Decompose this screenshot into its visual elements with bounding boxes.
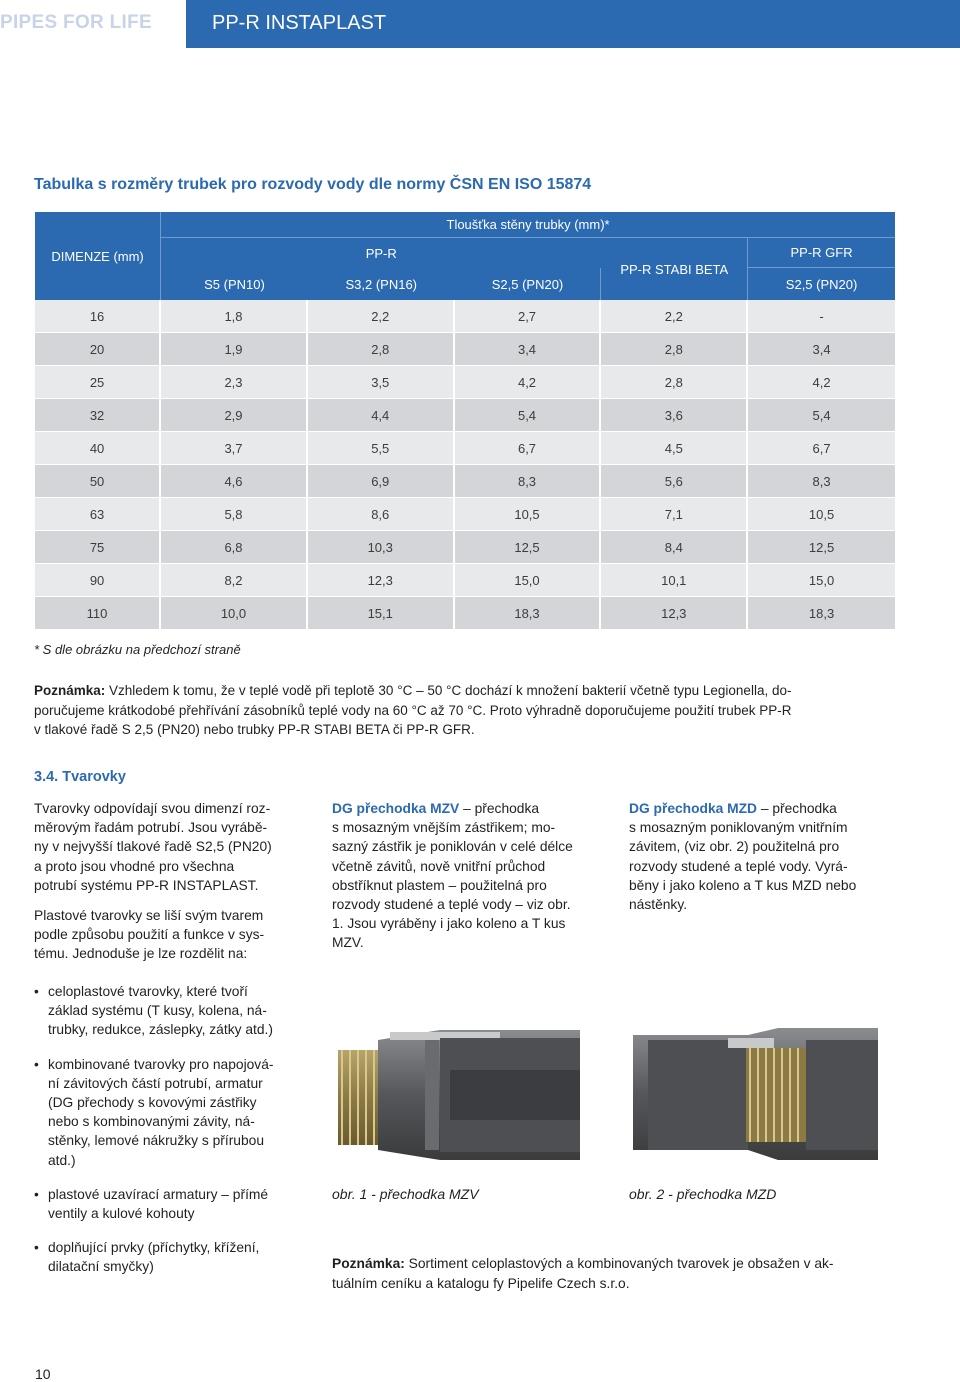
dimension-cell: 40: [35, 432, 161, 465]
thickness-cell: 1,9: [161, 333, 308, 366]
table-row: [35, 432, 895, 465]
thickness-cell: 5,5: [308, 432, 455, 465]
table-row: [35, 597, 895, 630]
page-header: [0, 0, 960, 48]
sub-header-s5: S5 (PN10): [161, 268, 308, 300]
thickness-cell: 3,7: [161, 432, 308, 465]
header-title: PP-R INSTAPLAST: [186, 0, 960, 48]
stabi-beta-header: PP-R STABI BETA: [601, 238, 748, 300]
thickness-cell: 2,2: [308, 300, 455, 333]
intro-paragraph: Plastové tvarovky se liší svým tvarem podle způsobu použití a funkce v sys- tému. Jednoduše je lze rozdělit na:: [34, 908, 265, 962]
list-item: • celoplastové tvarovky, které tvoří základ systému (T kusy, kolena, ná- trubky, redukce, záslepky, zátky atd.): [34, 982, 314, 1040]
thickness-cell: 18,3: [748, 597, 895, 630]
thickness-cell: 3,4: [455, 333, 602, 366]
note-text-line: Vzhledem k tomu, že v teplé vodě při teplotě 30 °C – 50 °C dochází k množení bakterií včetně typu Legionella, do-: [105, 683, 792, 698]
dimension-cell: 75: [35, 531, 161, 564]
thickness-cell: 12,3: [601, 597, 748, 630]
dimension-cell: 16: [35, 300, 161, 333]
figure-1-caption: obr. 1 - přechodka MZV: [332, 1186, 479, 1202]
thickness-cell: 5,4: [455, 399, 602, 432]
list-item: • plastové uzavírací armatury – přímé ventily a kulové kohouty: [34, 1185, 314, 1223]
gfr-header: PP-R GFR: [748, 238, 895, 268]
thickness-cell: 4,2: [455, 366, 602, 399]
dimension-cell: 20: [35, 333, 161, 366]
intro-column: [34, 799, 296, 975]
list-item: • doplňující prvky (příchytky, křížení, dilatační smyčky): [34, 1238, 314, 1276]
thickness-cell: 18,3: [455, 597, 602, 630]
thickness-cell: 5,8: [161, 498, 308, 531]
thickness-cell: 5,6: [601, 465, 748, 498]
sub-header-s25: S2,5 (PN20): [455, 268, 602, 300]
table-row: [35, 498, 895, 531]
note-legionella: [34, 681, 894, 740]
table-footnote: * S dle obrázku na předchozí straně: [34, 642, 241, 657]
thickness-cell: 8,3: [455, 465, 602, 498]
thickness-cell: 12,5: [455, 531, 602, 564]
thickness-cell: 3,5: [308, 366, 455, 399]
wall-thickness-header: Tloušťka stěny trubky (mm)*: [161, 212, 895, 238]
thickness-cell: 4,4: [308, 399, 455, 432]
thickness-cell: -: [748, 300, 895, 333]
table-row: [35, 531, 895, 564]
thickness-cell: 2,7: [455, 300, 602, 333]
note-label: Poznámka:: [34, 683, 106, 698]
dimension-header: DIMENZE (mm): [35, 212, 161, 300]
section-title: 3.4. Tvarovky: [34, 769, 126, 785]
intro-paragraph: Tvarovky odpovídají svou dimenzí roz- měrovým řadám potrubí. Jsou vyrábě- ny v nejvyšší tlakové řadě S2,5 (PN20) a proto jsou vhodné pro všechna potrubí systému PP-R INSTAPLAST.: [34, 801, 272, 893]
dimension-cell: 63: [35, 498, 161, 531]
dimension-cell: 25: [35, 366, 161, 399]
table-row: [35, 366, 895, 399]
thickness-cell: 4,6: [161, 465, 308, 498]
thickness-cell: 10,5: [455, 498, 602, 531]
thickness-cell: 2,8: [601, 366, 748, 399]
table-row: [35, 399, 895, 432]
table-title: Tabulka s rozměry trubek pro rozvody vody dle normy ČSN EN ISO 15874: [34, 176, 592, 193]
note-text-line: poručujeme krátkodobé přehřívání zásobníků teplé vody na 60 °C až 70 °C. Proto výhradně doporučujeme použití trubek PP-R: [34, 702, 792, 718]
mzv-adapter-illustration: [330, 1010, 585, 1175]
thickness-cell: 2,2: [601, 300, 748, 333]
thickness-cell: 2,8: [601, 333, 748, 366]
figure-2-caption: obr. 2 - přechodka MZD: [629, 1186, 777, 1202]
thickness-cell: 10,3: [308, 531, 455, 564]
thickness-cell: 6,8: [161, 531, 308, 564]
dimension-cell: 90: [35, 564, 161, 597]
dimension-cell: 32: [35, 399, 161, 432]
thickness-cell: 8,2: [161, 564, 308, 597]
thickness-cell: 3,4: [748, 333, 895, 366]
thickness-cell: 4,2: [748, 366, 895, 399]
thickness-cell: 2,9: [161, 399, 308, 432]
thickness-cell: 5,4: [748, 399, 895, 432]
mzd-description: DG přechodka MZD – přechodka s mosazným poniklovaným vnitřním závitem, (viz obr. 2) použitelná pro rozvody studené a teplé vody. Vyrá- běny i jako koleno a T kus MZD nebo nástěnky.: [629, 801, 857, 913]
brand-label: PIPES FOR LIFE: [0, 0, 183, 48]
thickness-cell: 8,4: [601, 531, 748, 564]
sub-header-s32: S3,2 (PN16): [308, 268, 455, 300]
mzv-description: DG přechodka MZV – přechodka s mosazným vnějším zástřikem; mo- sazný zástřik je poniklován v celé délce včetně závitů, nově vnitřní průchod obstříknut plastem – použitelná pro rozvody studené a teplé vody – viz obr. 1. Jsou vyráběny i jako koleno a T kus MZV.: [332, 801, 573, 951]
thickness-cell: 6,7: [455, 432, 602, 465]
thickness-cell: 1,8: [161, 300, 308, 333]
mzd-title: DG přechodka MZD: [629, 801, 758, 816]
table-row: [35, 333, 895, 366]
thickness-cell: 8,3: [748, 465, 895, 498]
thickness-cell: 10,1: [601, 564, 748, 597]
sub-header-gfr: S2,5 (PN20): [748, 268, 895, 300]
thickness-cell: 2,8: [308, 333, 455, 366]
dimension-cell: 110: [35, 597, 161, 630]
note-label: Poznámka:: [332, 1256, 405, 1271]
thickness-cell: 10,5: [748, 498, 895, 531]
dimension-cell: 50: [35, 465, 161, 498]
mzv-title: DG přechodka MZV: [332, 801, 460, 816]
thickness-cell: 3,6: [601, 399, 748, 432]
page-number: 10: [35, 1366, 51, 1382]
note-text-line: v tlakové řadě S 2,5 (PN20) nebo trubky PP-R STABI BETA či PP-R GFR.: [34, 722, 475, 737]
note-assortment: Poznámka: Sortiment celoplastových a kombinovaných tvarovek je obsažen v ak- tuálním ceníku a katalogu fy Pipelife Czech s.r.o.: [332, 1256, 834, 1291]
thickness-cell: 8,6: [308, 498, 455, 531]
thickness-cell: 2,3: [161, 366, 308, 399]
thickness-cell: 12,3: [308, 564, 455, 597]
thickness-cell: 12,5: [748, 531, 895, 564]
thickness-cell: 10,0: [161, 597, 308, 630]
thickness-cell: 6,7: [748, 432, 895, 465]
table-row: [35, 564, 895, 597]
table-row: [35, 300, 895, 333]
thickness-cell: 15,0: [455, 564, 602, 597]
thickness-cell: 7,1: [601, 498, 748, 531]
ppr-header: PP-R: [161, 238, 601, 268]
thickness-cell: 6,9: [308, 465, 455, 498]
table-row: [35, 465, 895, 498]
fitting-types-list: [34, 982, 314, 1292]
thickness-cell: 15,0: [748, 564, 895, 597]
thickness-cell: 4,5: [601, 432, 748, 465]
thickness-cell: 15,1: [308, 597, 455, 630]
mzd-adapter-illustration: [628, 1010, 883, 1175]
pipe-dimensions-table: [35, 212, 895, 630]
list-item: • kombinované tvarovky pro napojová- ní závitových částí potrubí, armatur (DG přechody s kovovými zástřiky nebo s kombinovanými závity, ná- stěnky, lemové nákružky s přírubou atd.): [34, 1055, 314, 1170]
